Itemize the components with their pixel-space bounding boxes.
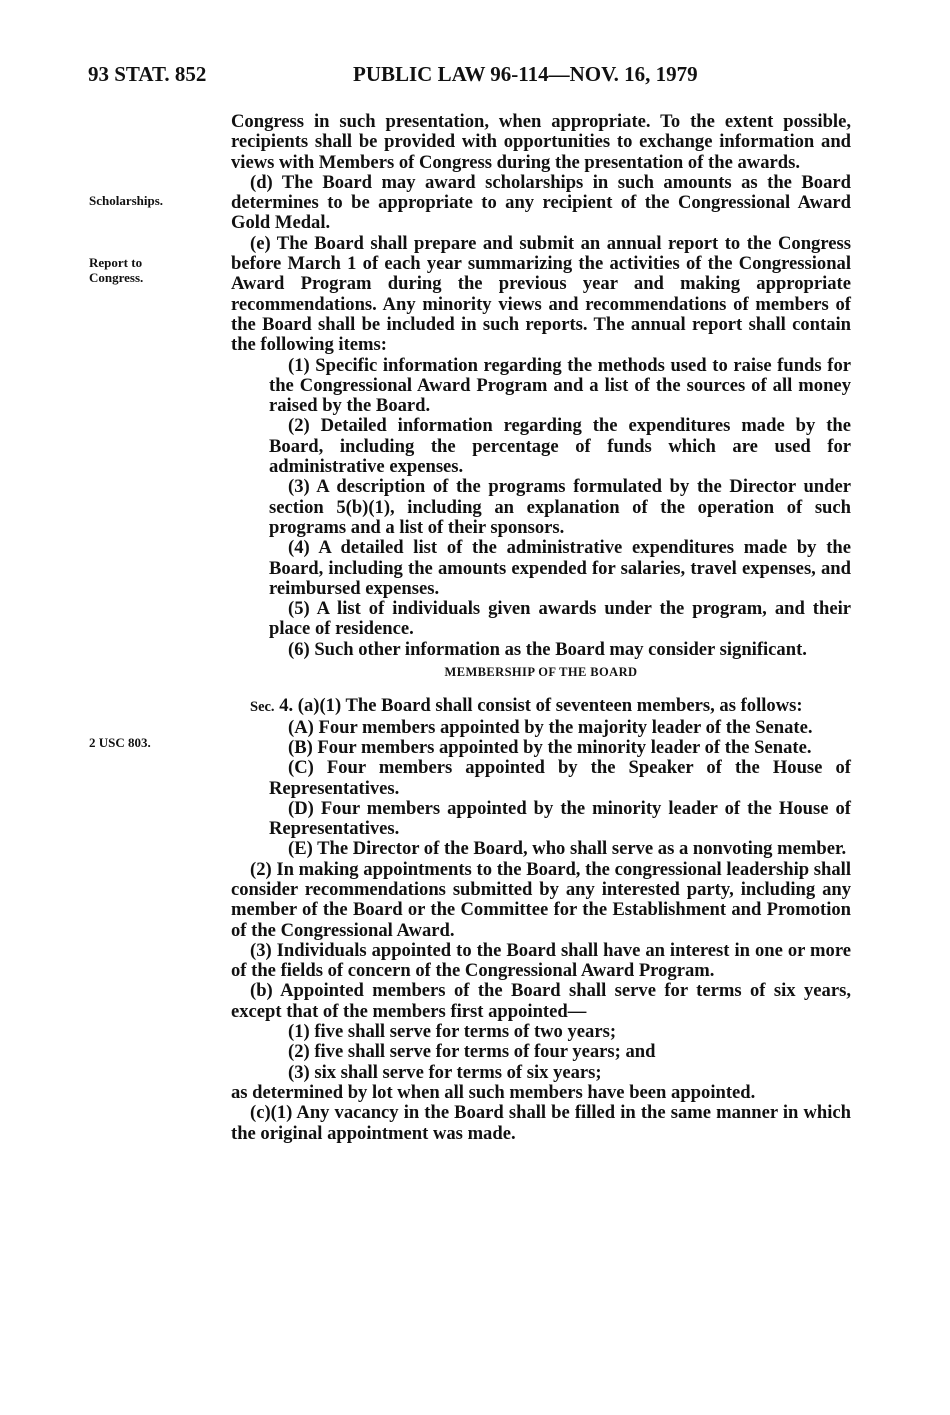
member-clause-E: (E) The Director of the Board, who shall serve as a nonvoting member. [288,838,847,860]
report-item-3: (3) A description of the programs formulated by the Director under section 5(b)(1), including an explanation of the operation of such programs and a list of their sponsors. [269,476,851,538]
member-clause-C: (C) Four members appointed by the Speaker of the House of Representatives. [269,757,851,799]
member-clause-D: (D) Four members appointed by the minority leader of the House of Representatives. [269,797,851,840]
margin-note-usc-citation: 2 USC 803. [89,735,151,750]
page-header [0,62,950,92]
margin-note-report-line-2: Congress. [89,270,144,285]
paragraph-e-annual-report: (e) The Board shall prepare and submit an annual report to the Congress before March 1 of each year summarizing the activities of the Congressional Award Program during the previous year and making appropriate recommendations. Any minority views and recommendations of members of the Board shall be included in such reports. The annual report shall contain the following items: [231,232,851,356]
report-item-5: (5) A list of individuals given awards under the program, and their place of residence. [269,598,851,640]
section-label: Sec. [250,699,275,716]
margin-note-report-line-1: Report to [89,255,143,270]
statute-page-number: 93 STAT. 852 [88,62,207,86]
section-4-a1-text: 4. (a)(1) The Board shall consist of seventeen members, as follows: [274,695,803,717]
margin-note-report-to-congress [89,255,219,285]
section-4-a2: (2) In making appointments to the Board, the congressional leadership shall consider recommendations submitted by any interested party, including any member of the Board or the Committee for the Establishment and Promotion of the Congressional Award. [231,858,851,941]
section-4-c1: (c)(1) Any vacancy in the Board shall be filled in the same manner in which the original appointment was made. [231,1102,851,1144]
term-clause-2: (2) five shall serve for terms of four years; and [288,1041,656,1063]
margin-note-scholarships: Scholarships. [89,193,164,208]
term-clause-1: (1) five shall serve for terms of two years; [288,1021,617,1043]
report-item-6: (6) Such other information as the Board may consider significant. [288,638,807,660]
paragraph-continuation: Congress in such presentation, when appropriate. To the extent possible, recipients shall be provided with opportunities to exchange information and views with Members of Congress during the presentation of the awards. [231,111,851,173]
paragraph-d-scholarships: (d) The Board may award scholarships in such amounts as the Board determines to be appropriate to any recipient of the Congressional Award Gold Medal. [231,171,851,234]
section-4-a1 [231,696,851,717]
section-4-a3: (3) Individuals appointed to the Board shall have an interest in one or more of the fields of concern of the Congressional Award Program. [231,939,851,982]
report-item-2: (2) Detailed information regarding the expenditures made by the Board, including the percentage of funds which are used for administrative expenses. [269,415,851,478]
section-heading-membership: MEMBERSHIP OF THE BOARD [444,665,638,680]
term-clause-3: (3) six shall serve for terms of six years; [288,1061,602,1083]
section-4-b: (b) Appointed members of the Board shall serve for terms of six years, except that of the members first appointed— [231,980,851,1022]
member-clause-A: (A) Four members appointed by the majority leader of the Senate. [288,716,813,738]
public-law-citation: PUBLIC LAW 96-114—NOV. 16, 1979 [353,62,698,86]
statute-body-text [231,112,851,1144]
report-item-1: (1) Specific information regarding the methods used to raise funds for the Congressional Award Program and a list of the sources of all money raised by the Board. [269,354,851,417]
report-item-4: (4) A detailed list of the administrative expenditures made by the Board, including the amounts expended for salaries, travel expenses, and reimbursed expenses. [269,537,851,599]
member-clause-B: (B) Four members appointed by the minority leader of the Senate. [288,736,812,758]
section-4-b-conclusion: as determined by lot when all such members have been appointed. [231,1081,756,1103]
